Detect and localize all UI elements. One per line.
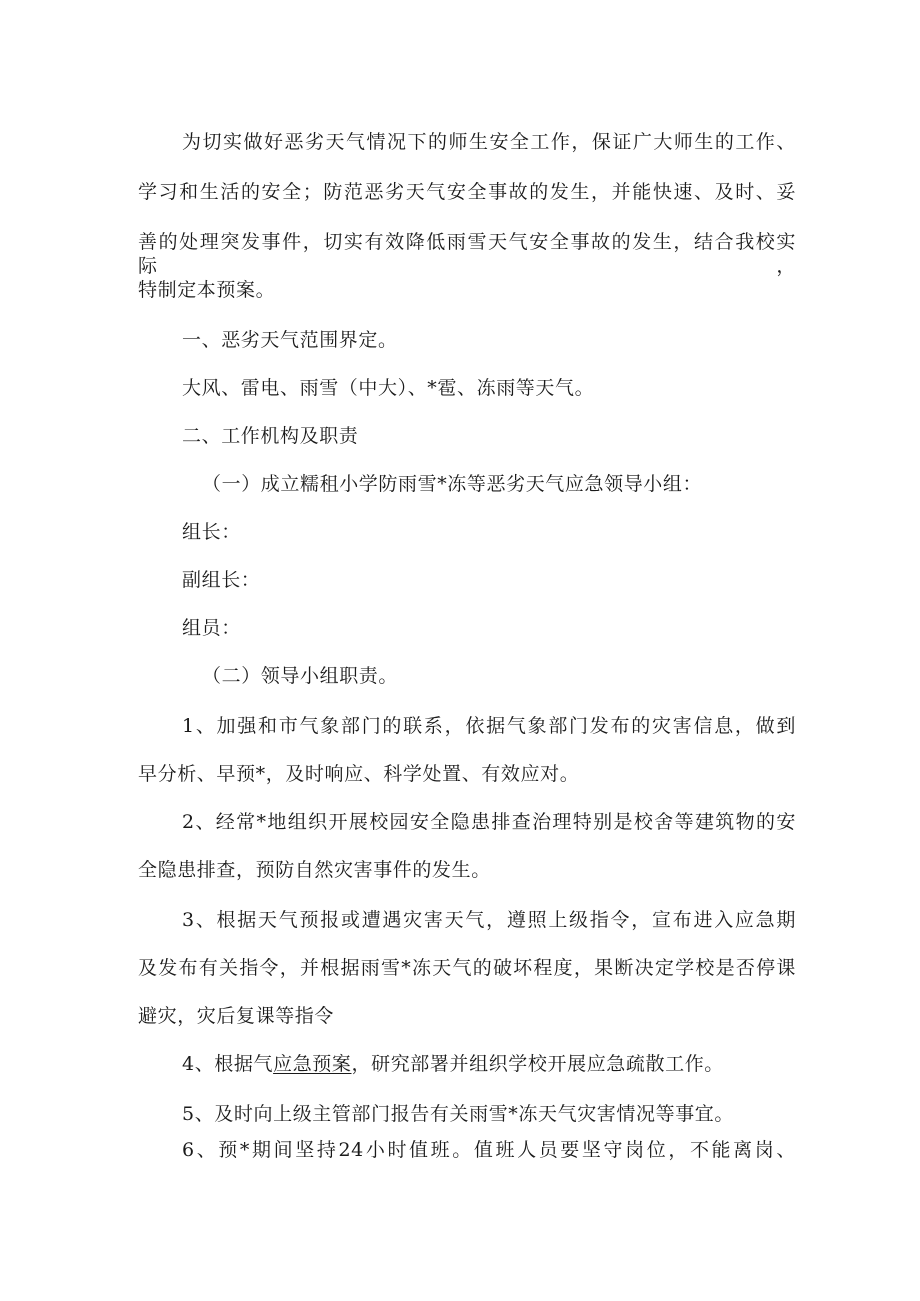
- subsection-heading-1: （一）成立糯租小学防雨雪*冻等恶劣天气应急领导小组：: [202, 473, 703, 495]
- subsection-heading-2: （二）领导小组职责。: [202, 665, 399, 687]
- duty-2-line-1: 2、经常*地组织开展校园安全隐患排查治理特别是校舍等建筑物的安: [182, 811, 796, 833]
- members-label: 组员：: [182, 617, 241, 639]
- intro-line-2: 学习和生活的安全；防范恶劣天气安全事故的发生，并能快速、及时、妥: [138, 181, 796, 203]
- duty-4-suffix: ，研究部署并组织学校开展应急疏散工作。: [351, 1053, 724, 1075]
- intro-line-4: 特制定本预案。: [138, 279, 276, 301]
- intro-line-1: 为切实做好恶劣天气情况下的师生安全工作，保证广大师生的工作、: [182, 131, 796, 153]
- duty-2-line-2: 全隐患排查，预防自然灾害事件的发生。: [138, 859, 491, 881]
- leader-label: 组长：: [182, 521, 241, 543]
- intro-line-3: 善的处理突发事件，切实有效降低雨雪天气安全事故的发生，结合我校实际，: [138, 231, 796, 277]
- duty-3-line-1: 3、根据天气预报或遭遇灾害天气，遵照上级指令，宣布进入应急期: [182, 909, 796, 931]
- duty-item-4: [182, 1052, 724, 1076]
- section-heading-2: 二、工作机构及职责: [182, 425, 359, 447]
- duty-3-line-3: 避灾，灾后复课等指令: [138, 1005, 335, 1027]
- emergency-plan-link[interactable]: 应急预案: [273, 1053, 352, 1075]
- duty-4-prefix: 4、根据气: [182, 1053, 274, 1075]
- duty-item-6: 6、预*期间坚持24小时值班。值班人员要坚守岗位，不能离岗、: [182, 1139, 796, 1161]
- duty-3-line-2: 及发布有关指令，并根据雨雪*冻天气的破坏程度，果断决定学校是否停课: [138, 957, 796, 979]
- section-heading-1: 一、恶劣天气范围界定。: [182, 329, 398, 351]
- vice-leader-label: 副组长：: [182, 569, 261, 591]
- weather-list-text: 大风、雷电、雨雪（中大）、*雹、冻雨等天气。: [182, 377, 595, 399]
- duty-1-line-1: 1、加强和市气象部门的联系，依据气象部门发布的灾害信息，做到: [182, 715, 796, 737]
- duty-item-5: 5、及时向上级主管部门报告有关雨雪*冻天气灾害情况等事宜。: [182, 1103, 734, 1125]
- duty-1-line-2: 早分析、早预*，及时响应、科学处置、有效应对。: [138, 763, 580, 785]
